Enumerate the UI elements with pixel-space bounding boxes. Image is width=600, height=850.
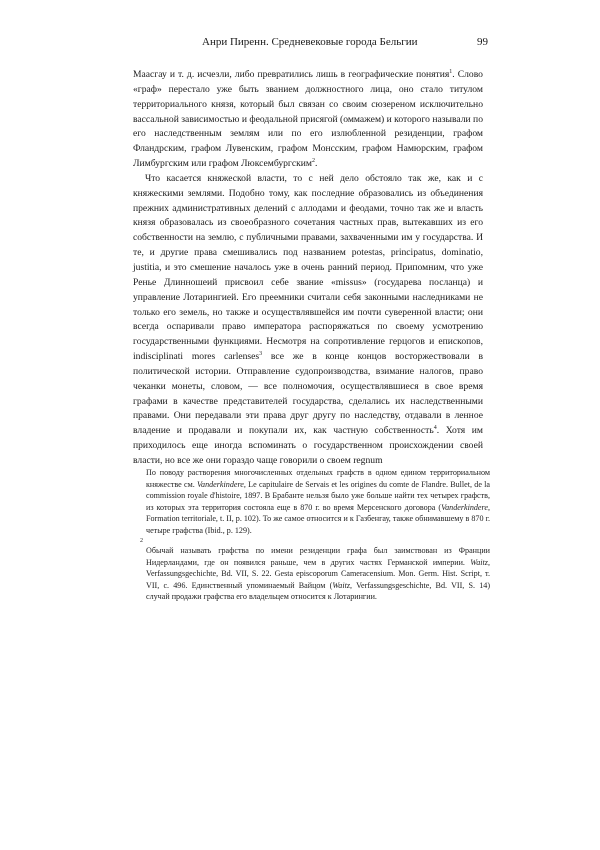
fn1-text-c: , Formation territoriale, t. II, p. 102). То же самое относится и к Газбенгау, также обнимавшему в 870 г. четыре графства (Ibid., p. 129).: [146, 502, 490, 535]
p1-text-b: . Слово «граф» перестало уже быть званием должностного лица, оно стало титулом территориального князя, который был связан со своим сюзереном исключительно вассальной зависимостью и феодальной присягой (оммажем) и которого называли по его наследственным землям или по его излюбленной резиденции, графом Фландрским, графом Лувенским, графом Монсским, графом Намюрским, графом Лимбургским или графом Люксембургским: [133, 69, 483, 170]
fn1-text-b: , Le capitulaire de Servais et les origines du comte de Flandre. Bullet, de la commission royale d'histoire, 1897. В Брабанте нельзя было уже больше найти тех четырех графств, из которых эта территория состояла еще в 870 г. во время Мерсенского договора (: [146, 479, 490, 512]
fn1-author-2: Vanderkindere: [441, 502, 488, 512]
fn2-author-1: Waitz: [470, 557, 488, 567]
fn2-text-c: , Verfassungsgeschichte, Bd. VII, S. 14) случай продажи графства его владельцем относится к Лотарингии.: [146, 580, 491, 601]
running-title: Анри Пиренн. Средневековые города Бельгии: [202, 36, 418, 48]
fn1-text-a: По поводу растворения многочисленных отдельных графств в одном едином территориальном княжестве см.: [146, 468, 490, 489]
fn1-author-1: Vanderkindere: [197, 479, 244, 489]
footnote-2-marker: 2: [140, 538, 143, 544]
p2-text-c: . Хотя им приходилось еще иногда вспоминать о государственном происхождении своей власти, но все же они гораздо чаще говорили о своем regnum: [133, 425, 483, 466]
paragraph-1: [133, 68, 483, 172]
paragraph-2: [133, 172, 483, 469]
footnote-ref-2[interactable]: 2: [312, 157, 315, 164]
footnote-ref-3[interactable]: 3: [259, 350, 263, 357]
p1-text-c: .: [315, 158, 318, 170]
footnote-2: [146, 545, 490, 603]
p2-text-b: все же в конце концов восторжествовали в политической истории. Отправление судопроизводства, взимание налогов, право чеканки монеты, словом, — все полномочия, осуществлявшиеся в свое время графами в качестве представителей государства, сделались их наследственными правами. Они передавали эти права друг другу по наследству, отдавали в ленное владение и продавали и покупали их, как частную собственность: [133, 351, 484, 437]
footnote-ref-4[interactable]: 4: [433, 425, 437, 432]
footnotes: [140, 467, 491, 603]
fn2-author-2: Waitz: [332, 580, 351, 590]
fn2-text-b: , Verfassungsgechichte, Bd. VII, S. 22. Gesta episcoporum Cameracensium. Mon. Germ. Hist. Script, т. VII, с. 496. Единственный упоминаемый Вайцом (: [146, 557, 490, 590]
footnote-1: [146, 467, 490, 536]
main-text: [133, 68, 483, 469]
footnote-ref-1[interactable]: 1: [449, 68, 453, 75]
fn2-text-a: Обычай называть графства по имени резиденции графа был заимствован из Франции Нидерландами, где он появился раньше, чем в других частях Германской империи.: [146, 546, 490, 567]
page-number: 99: [477, 36, 488, 48]
p2-text-a: Что касается княжеской власти, то с ней дело обстояло так же, как и с княжескими землями. Подобно тому, как последние образовались из объединения прежних административных делений с аллодами и феодами, точно так же и власть князя образовалась из своеобразного сочетания частных прав, вытекавших из его собственности на землю, с публичными правами, захваченными им у государства. И те, и другие права смешивались под названием potestas, principatus, dominatio, justitia, и это смешение началось уже в очень ранний период. Припомним, что уже Ренье Длинношеий присвоил себе звание «missus» (государева посланца) и управление Лотарингией. Его преемники считали себя законными наследниками не только его земель, но также и осуществлявшейся им почти суверенной власти; они всегда оспаривали право императора распоряжаться по своему усмотрению государственными функциями. Несмотря на сопротивление герцогов и епископов, indisciplinati mores carlenses: [133, 172, 483, 363]
p1-text-a: Маасгау и т. д. исчезли, либо превратились лишь в географические понятия: [133, 69, 450, 80]
